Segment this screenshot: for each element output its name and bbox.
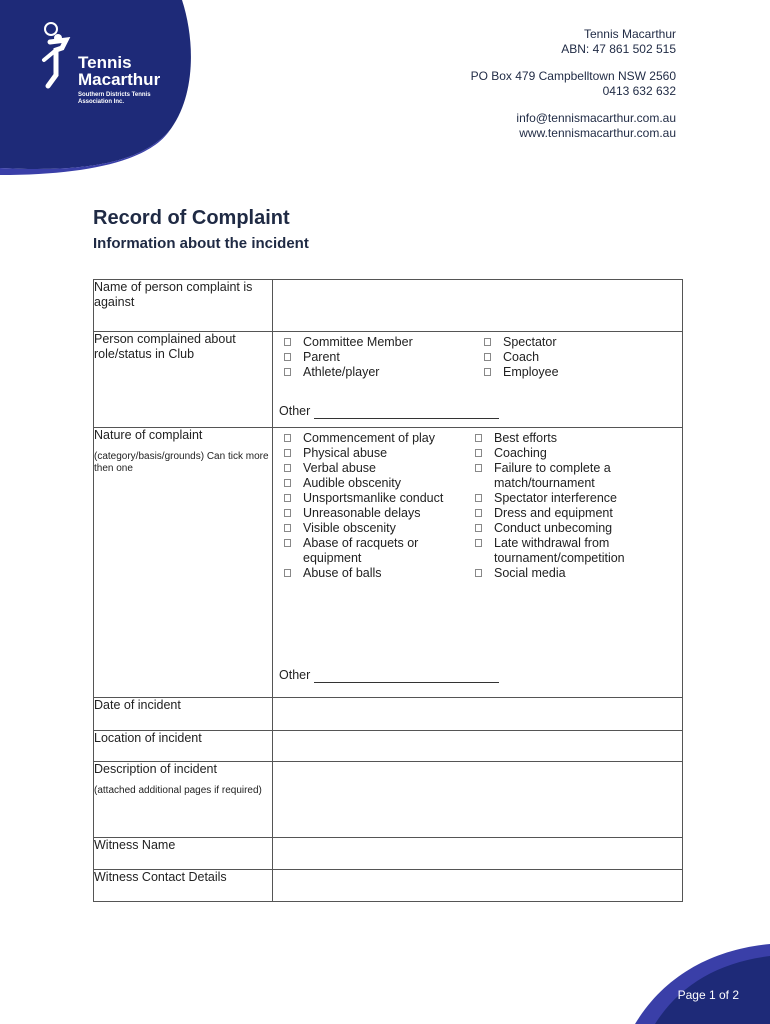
checkbox-option[interactable] [473,335,559,350]
checkbox-option[interactable] [273,536,468,566]
checkbox-label: Coaching [494,446,547,460]
checkbox-icon[interactable] [284,524,291,532]
location-label: Location of incident [94,731,273,762]
checkbox-label: Verbal abuse [303,461,376,475]
nature-options-right [464,431,664,581]
checkbox-option[interactable] [273,566,468,581]
checkbox-label: Social media [494,566,566,580]
checkbox-option[interactable] [273,446,468,461]
description-label-cell [94,762,273,838]
location-field[interactable] [273,731,683,762]
complaint-form [93,279,683,902]
checkbox-option[interactable] [273,506,468,521]
checkbox-icon[interactable] [475,464,482,472]
checkbox-label: Audible obscenity [303,476,401,490]
description-label: Description of incident [94,762,217,776]
checkbox-icon[interactable] [475,434,482,442]
checkbox-option[interactable] [473,365,559,380]
date-label: Date of incident [94,698,273,731]
checkbox-icon[interactable] [475,569,482,577]
nature-options-left [273,431,468,581]
description-note: (attached additional pages if required) [94,785,262,796]
checkbox-label: Unreasonable delays [303,506,421,520]
name-against-label: Name of person complaint is against [94,280,273,332]
checkbox-label: Visible obscenity [303,521,396,535]
email-link[interactable]: info@tennismacarthur.com.au [516,111,676,125]
checkbox-option[interactable] [273,350,413,365]
checkbox-option[interactable] [464,566,664,581]
checkbox-label: Best efforts [494,431,557,445]
phone: 0413 632 632 [602,84,676,98]
checkbox-label: Committee Member [303,335,413,349]
checkbox-icon[interactable] [284,338,291,346]
nature-label: Nature of complaint [94,428,203,442]
checkbox-icon[interactable] [284,368,291,376]
checkbox-icon[interactable] [284,509,291,517]
witness-contact-label: Witness Contact Details [94,870,273,902]
role-options-left [273,335,413,380]
brand-subtitle: Southern Districts Tennis Association Inc. [78,92,151,105]
witness-name-label: Witness Name [94,838,273,870]
checkbox-label: Spectator [503,335,557,349]
website-link[interactable]: www.tennismacarthur.com.au [519,126,676,140]
section-title: Information about the incident [93,235,309,252]
nature-note: (category/basis/grounds) Can tick more then one [94,451,269,474]
footer-corner-shape [595,944,770,1024]
description-field[interactable] [273,762,683,838]
role-other[interactable]: Other [279,404,499,419]
checkbox-option[interactable] [464,446,664,461]
checkbox-label: Coach [503,350,540,364]
checkbox-icon[interactable] [284,353,291,361]
checkbox-option[interactable] [273,365,413,380]
checkbox-label: Abuse of balls [303,566,382,580]
checkbox-option[interactable] [273,431,468,446]
checkbox-icon[interactable] [475,509,482,517]
contact-block [471,27,676,141]
checkbox-label: Late withdrawal from tournament/competition [494,536,625,565]
tennis-player-icon [36,20,76,90]
role-label: Person complained about role/status in Club [94,332,273,428]
checkbox-label: Employee [503,365,559,379]
checkbox-label: Unsportsmanlike conduct [303,491,444,505]
checkbox-icon[interactable] [284,479,291,487]
checkbox-icon[interactable] [475,539,482,547]
checkbox-icon[interactable] [484,338,491,346]
brand-name: Tennis Macarthur [78,53,161,89]
checkbox-label: Conduct unbecoming [494,521,613,535]
checkbox-label: Abase of racquets or equipment [303,536,419,565]
postal-address: PO Box 479 Campbelltown NSW 2560 [470,69,676,83]
checkbox-icon[interactable] [284,569,291,577]
checkbox-option[interactable] [273,521,468,536]
abn: ABN: 47 861 502 515 [561,42,676,56]
checkbox-icon[interactable] [284,494,291,502]
checkbox-icon[interactable] [484,368,491,376]
checkbox-label: Failure to complete a match/tournament [494,461,611,490]
nature-other[interactable]: Other [279,668,499,683]
checkbox-icon[interactable] [284,539,291,547]
page-title: Record of Complaint [93,207,290,229]
role-options [273,332,683,428]
checkbox-icon[interactable] [475,524,482,532]
nature-label-cell [94,428,273,698]
checkbox-option[interactable] [473,350,559,365]
checkbox-option[interactable] [464,431,664,446]
checkbox-icon[interactable] [284,434,291,442]
checkbox-label: Athlete/player [303,365,380,379]
checkbox-label: Spectator interference [494,491,617,505]
checkbox-icon[interactable] [475,494,482,502]
checkbox-option[interactable] [273,461,468,476]
checkbox-icon[interactable] [284,449,291,457]
nature-options [273,428,683,698]
checkbox-option[interactable] [464,536,664,566]
role-options-right [473,335,559,380]
checkbox-option[interactable] [273,335,413,350]
name-against-field[interactable] [273,280,683,332]
checkbox-icon[interactable] [475,449,482,457]
date-field[interactable] [273,698,683,731]
witness-contact-field[interactable] [273,870,683,902]
checkbox-option[interactable] [464,491,664,506]
checkbox-option[interactable] [464,506,664,521]
brand-logo [36,20,186,110]
witness-name-field[interactable] [273,838,683,870]
checkbox-icon[interactable] [284,464,291,472]
checkbox-icon[interactable] [484,353,491,361]
page-number: Page 1 of 2 [677,988,739,1002]
checkbox-label: Dress and equipment [494,506,613,520]
checkbox-option[interactable] [273,491,468,506]
checkbox-label: Parent [303,350,340,364]
checkbox-option[interactable] [273,476,468,491]
checkbox-option[interactable] [464,461,664,491]
org-name: Tennis Macarthur [583,27,676,41]
checkbox-label: Commencement of play [303,431,436,445]
checkbox-label: Physical abuse [303,446,388,460]
checkbox-option[interactable] [464,521,664,536]
